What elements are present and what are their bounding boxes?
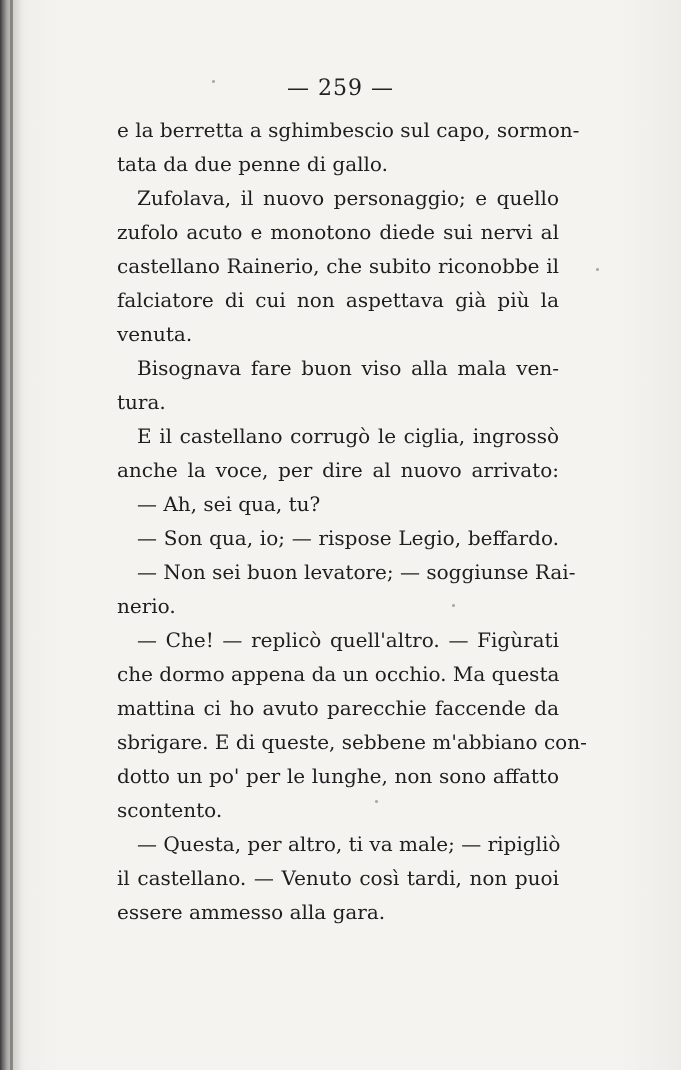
text-line: — Ah, sei qua, tu? <box>137 492 321 516</box>
text-line: — Questa, per altro, ti va male; — ripigliò <box>137 832 561 856</box>
text-line: venuta. <box>117 322 193 346</box>
paper-speck <box>375 800 378 803</box>
text-line: — Son qua, io; — rispose Legio, beffardo. <box>137 526 559 550</box>
text-line: che dormo appena da un occhio. Ma questa <box>117 662 560 686</box>
text-line: tura. <box>117 390 166 414</box>
text-line: scontento. <box>117 798 223 822</box>
text-line: — Non sei buon levatore; — soggiunse Rai- <box>137 560 576 584</box>
text-line: dotto un po' per le lunghe, non sono affatto <box>117 764 559 788</box>
text-line: il castellano. — Venuto così tardi, non puoi <box>117 866 559 890</box>
text-line: nerio. <box>117 594 176 618</box>
paper-speck <box>452 604 455 607</box>
text-line: — Che! — replicò quell'altro. — Figùrati <box>137 628 559 652</box>
text-line: zufolo acuto e monotono diede sui nervi al <box>117 220 559 244</box>
paper-speck <box>212 80 215 83</box>
book-gutter-line <box>10 0 13 1070</box>
text-line: E il castellano corrugò le ciglia, ingrossò <box>137 424 559 448</box>
text-line: anche la voce, per dire al nuovo arrivato: <box>117 458 559 482</box>
text-line: mattina ci ho avuto parecchie faccende da <box>117 696 559 720</box>
body-text <box>117 113 587 929</box>
page-number: — 259 — <box>287 76 394 101</box>
paper-speck <box>596 268 599 271</box>
text-line: tata da due penne di gallo. <box>117 152 388 176</box>
text-line: sbrigare. E di queste, sebbene m'abbiano con- <box>117 730 587 754</box>
text-line: essere ammesso alla gara. <box>117 900 386 924</box>
text-line: Zufolava, il nuovo personaggio; e quello <box>137 186 559 210</box>
text-line: falciatore di cui non aspettava già più la <box>117 288 559 312</box>
text-line: castellano Rainerio, che subito riconobbe il <box>117 254 559 278</box>
text-line: e la berretta a sghimbescio sul capo, sormon- <box>117 118 580 142</box>
text-line: Bisognava fare buon viso alla mala ven- <box>137 356 559 380</box>
